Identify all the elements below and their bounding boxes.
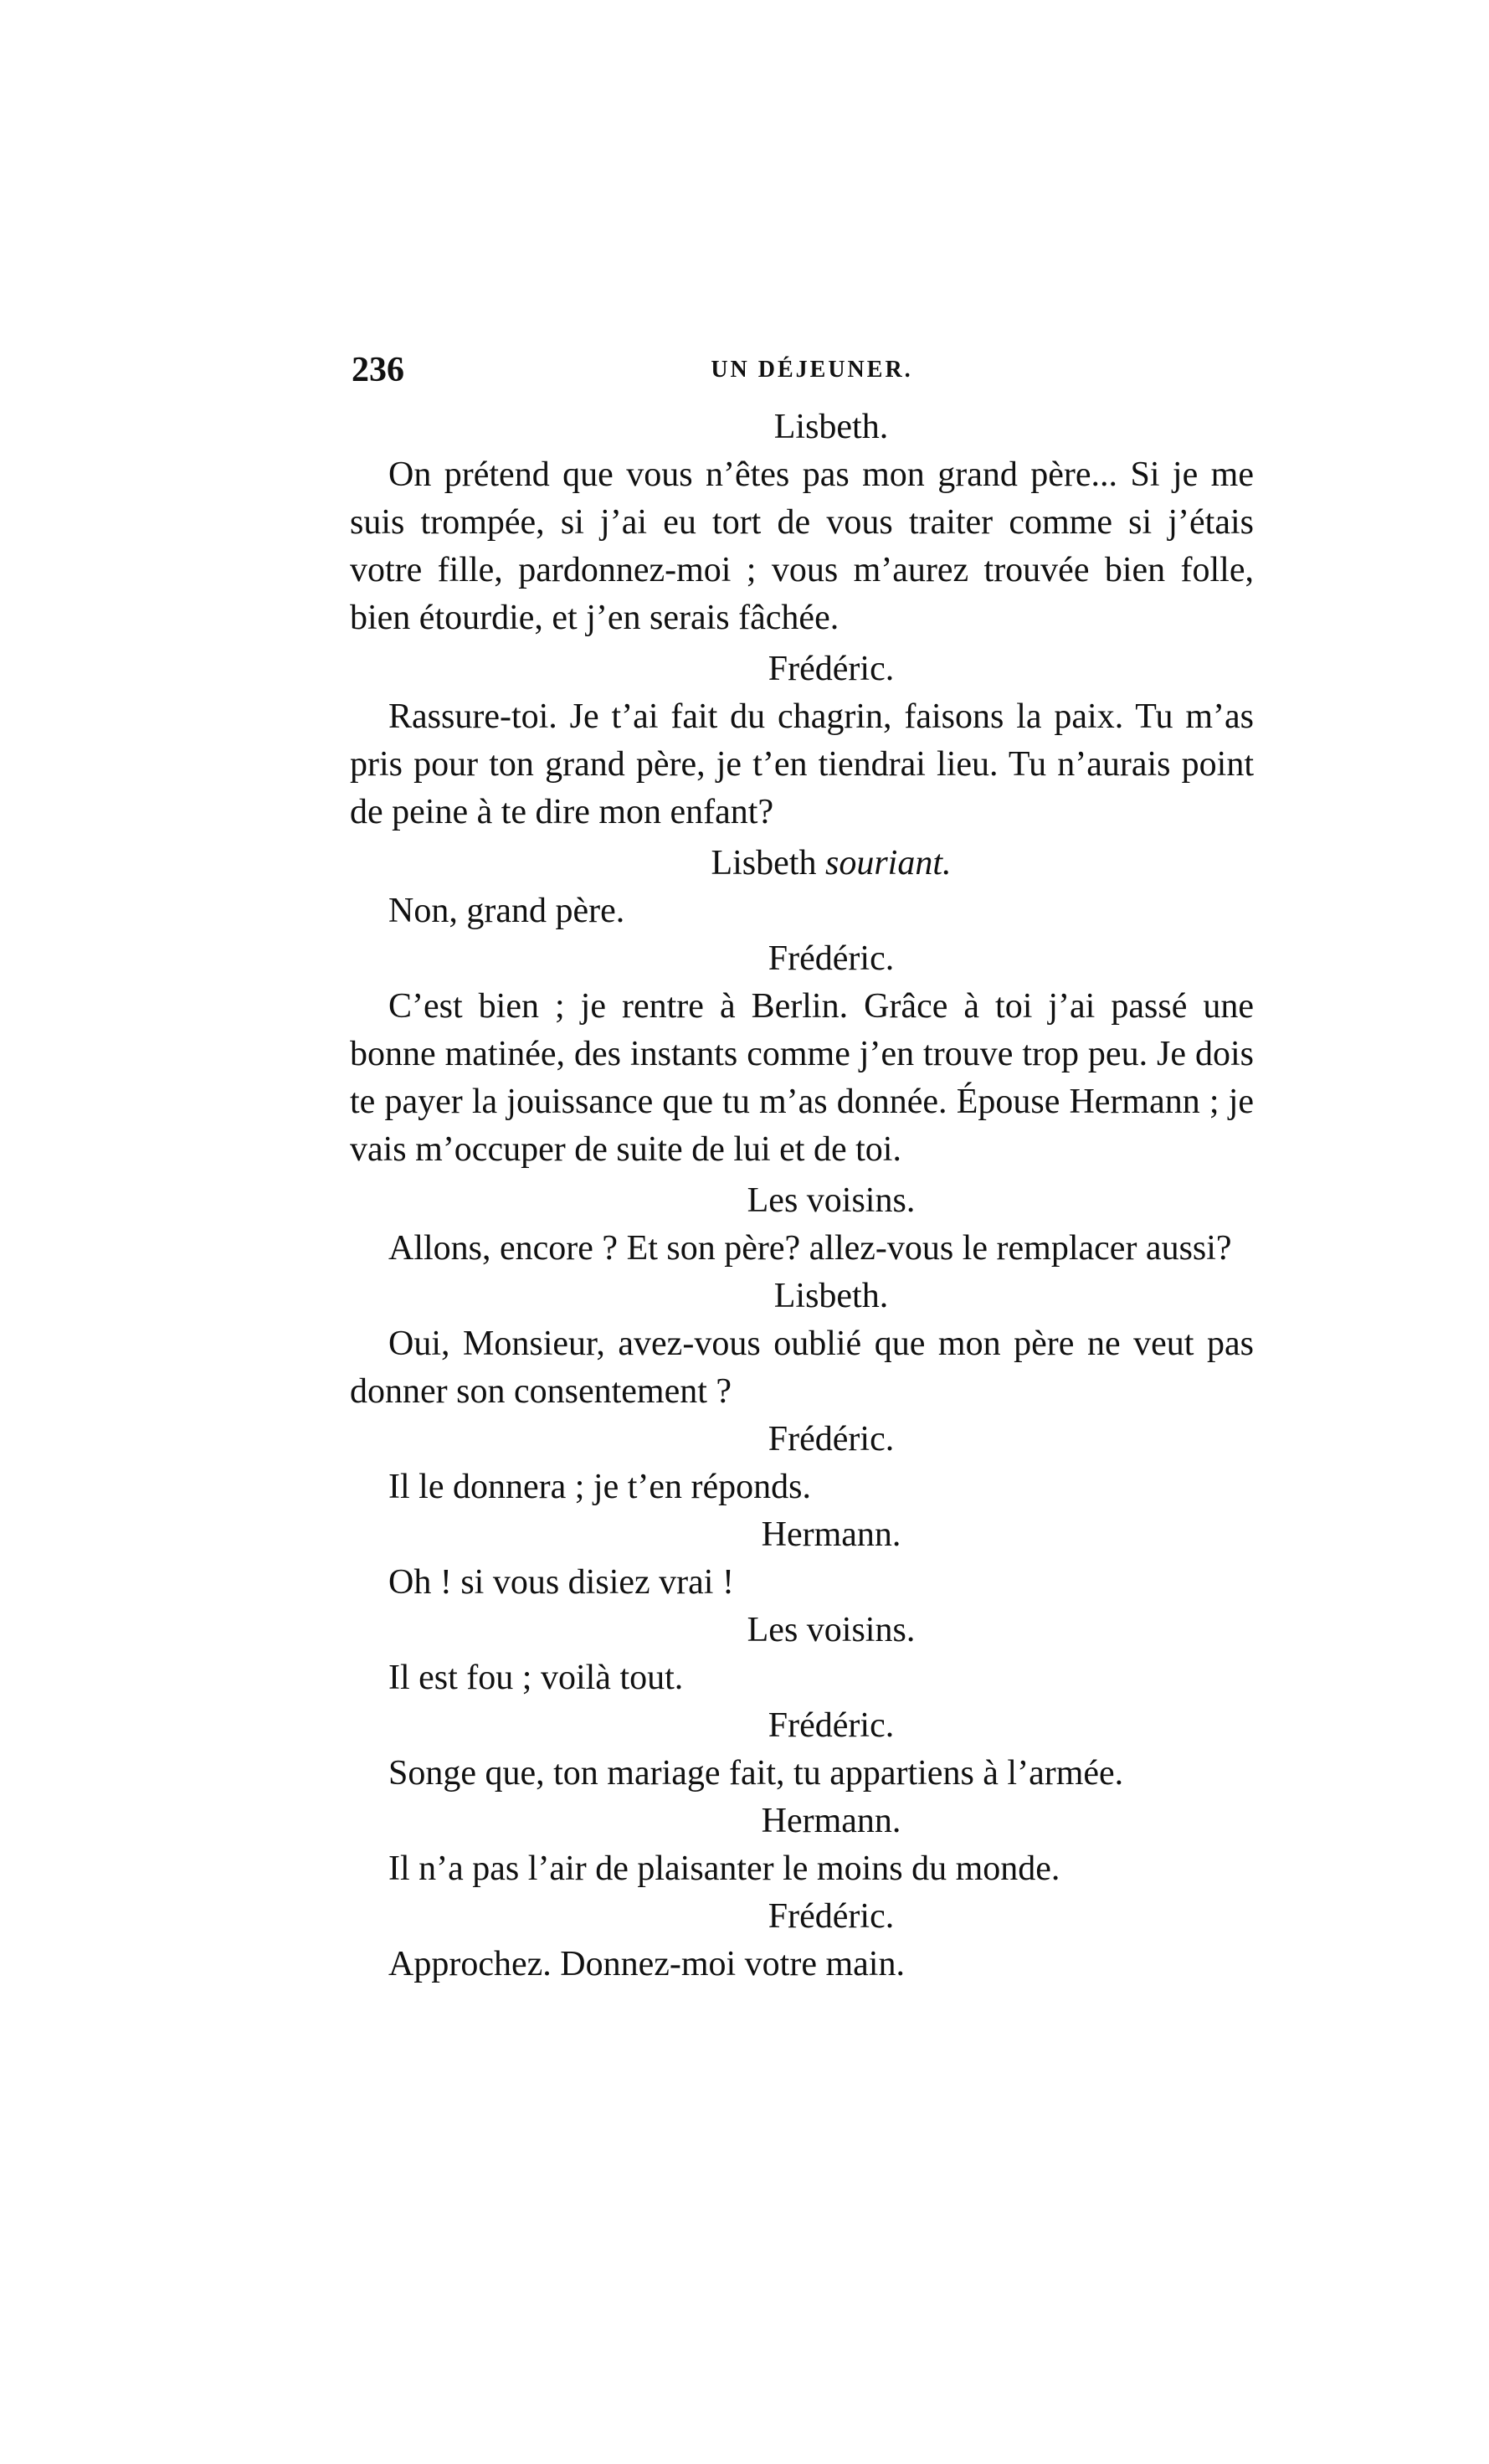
dialogue-line: Allons, encore ? Et son père? allez-vous le remplacer aussi? [388, 1229, 1232, 1268]
stage-direction: souriant. [824, 844, 952, 882]
speaker-name: Frédéric. [768, 1897, 895, 1936]
speaker-name: Lisbeth [711, 844, 817, 882]
dialogue-line: Approchez. Donnez-moi votre main. [388, 1945, 905, 1983]
speaker-name: Hermann. [761, 1802, 901, 1840]
dialogue-paragraph: On prétend que vous n’êtes pas mon grand père... Si je me suis trompée, si j’ai eu tort de vous traiter comme si j’étais votre fille, pardonnez-moi ; vous m’aurez trouvée bien folle, bien étourdie, et j’en serais fâchée. [350, 455, 1254, 637]
dialogue-line: Il est fou ; voilà tout. [388, 1659, 684, 1697]
speaker-name: Les voisins. [747, 1181, 916, 1220]
speaker-name: Lisbeth. [773, 1277, 889, 1315]
speaker-line [350, 840, 1254, 887]
speaker-name: Les voisins. [747, 1611, 916, 1649]
dialogue-paragraph: Rassure-toi. Je t’ai fait du chagrin, faisons la paix. Tu m’as pris pour ton grand père, je t’en tiendrai lieu. Tu n’aurais point de peine à te dire mon enfant? [350, 697, 1254, 831]
speaker-name: Frédéric. [768, 1420, 895, 1458]
dialogue-paragraph: Oui, Monsieur, avez-vous oublié que mon père ne veut pas donner son consentement ? [350, 1325, 1254, 1411]
dialogue-line: Il le donnera ; je t’en réponds. [388, 1468, 811, 1506]
speaker-name: Lisbeth. [773, 408, 889, 446]
dialogue-line: Il n’a pas l’air de plaisanter le moins du monde. [388, 1849, 1060, 1888]
speaker-name: Frédéric. [768, 1706, 895, 1745]
speaker-name: Frédéric. [768, 939, 895, 978]
dialogue-paragraph: C’est bien ; je rentre à Berlin. Grâce à toi j’ai passé une bonne matinée, des instants comme j’en trouve trop peu. Je dois te payer la jouissance que tu m’as donnée. Épouse Hermann ; je vais m’occuper de suite de lui et de toi. [350, 987, 1254, 1169]
page-number: 236 [352, 351, 404, 389]
dialogue-line: Oh ! si vous disiez vrai ! [388, 1563, 734, 1602]
running-title: UN DÉJEUNER. [711, 357, 913, 383]
dialogue-line: Songe que, ton mariage fait, tu appartiens à l’armée. [388, 1754, 1124, 1793]
page-header [352, 350, 1281, 400]
play-text [350, 404, 1254, 1988]
dialogue-line: Non, grand père. [388, 892, 625, 930]
speaker-name: Hermann. [761, 1515, 901, 1554]
speaker-name: Frédéric. [768, 650, 895, 688]
